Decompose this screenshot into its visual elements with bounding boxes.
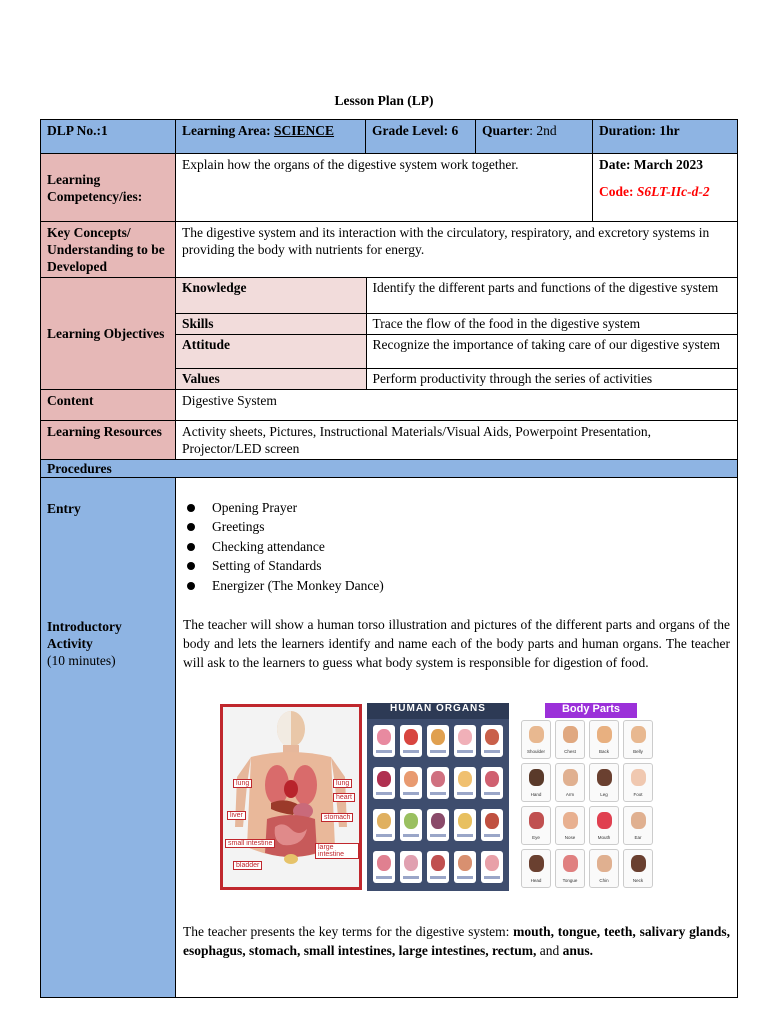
body-part-card [623, 849, 653, 888]
content-label: Content [41, 389, 176, 420]
body-part-label: Head [530, 878, 542, 883]
list-item: Greetings [185, 517, 685, 537]
organ-card [427, 809, 449, 841]
resources-label: Learning Resources [41, 420, 176, 459]
body-part-label: Tongue [562, 878, 578, 883]
organ-card [481, 725, 503, 757]
organ-card [400, 809, 422, 841]
body-part-icon [529, 855, 544, 872]
organ-label-bar [430, 876, 446, 879]
objectives-table [176, 278, 737, 389]
organ-card [427, 725, 449, 757]
torso-label: bladder [233, 861, 262, 870]
organ-icon [485, 729, 499, 745]
torso-illustration [220, 704, 362, 890]
organ-label-bar [376, 792, 392, 795]
bullet-icon [187, 523, 195, 531]
organ-card [481, 767, 503, 799]
objective-text: Recognize the importance of taking care of our digestive system [366, 334, 737, 368]
body-part-card [589, 720, 619, 759]
body-part-label: Leg [600, 792, 608, 797]
organ-card [427, 851, 449, 883]
list-item: Checking attendance [185, 537, 685, 557]
list-item: Energizer (The Monkey Dance) [185, 576, 685, 596]
procedures-header: Procedures [41, 459, 738, 477]
body-part-card [521, 806, 551, 845]
quarter: Quarter: 2nd [476, 120, 593, 154]
body-part-icon [631, 812, 646, 829]
competency-text: Explain how the organs of the digestive system work together. [176, 154, 593, 222]
organ-icon [431, 855, 445, 871]
organ-icon [377, 729, 391, 745]
organ-label-bar [430, 792, 446, 795]
organ-label-bar [403, 876, 419, 879]
organ-label-bar [484, 750, 500, 753]
organ-label-bar [484, 792, 500, 795]
objective-text: Identify the different parts and functions of the digestive system [366, 278, 737, 313]
date-code-cell [593, 154, 738, 222]
torso-label: lung [333, 779, 352, 788]
organ-label-bar [457, 834, 473, 837]
torso-label: large intestine [315, 843, 359, 859]
intro-paragraph: The teacher will show a human torso illustration and pictures of the different parts and organs of the body and lets the learners identify and name each of the body parts and human organs. The teacher will ask to the learners to guess what body system is responsible for digestion of food. [183, 616, 730, 671]
intro-label: Introductory Activity [47, 618, 122, 651]
organ-card [454, 809, 476, 841]
objective-text: Trace the flow of the food in the digestive system [366, 313, 737, 334]
organ-card [454, 725, 476, 757]
body-part-label: Nose [564, 835, 576, 840]
objective-domain: Skills [176, 313, 366, 334]
body-part-icon [597, 769, 612, 786]
organ-card [481, 851, 503, 883]
organ-label-bar [403, 750, 419, 753]
organ-icon [431, 771, 445, 787]
body-part-card [521, 763, 551, 802]
organ-label-bar [430, 834, 446, 837]
organ-icon [458, 813, 472, 829]
list-item: Opening Prayer [185, 498, 685, 518]
organ-label-bar [376, 750, 392, 753]
competency-label: Learning Competency/ies: [41, 154, 176, 222]
duration: Duration: 1hr [593, 120, 738, 154]
organ-icon [377, 813, 391, 829]
torso-label: small intestine [225, 839, 275, 848]
body-part-icon [597, 726, 612, 743]
body-part-icon [529, 769, 544, 786]
intro-time: (10 minutes) [47, 652, 116, 668]
list-item: Setting of Standards [185, 556, 685, 576]
body-part-label: Foot [633, 792, 643, 797]
bullet-icon [187, 543, 195, 551]
organ-label-bar [484, 876, 500, 879]
organ-label-bar [430, 750, 446, 753]
resources-text: Activity sheets, Pictures, Instructional Materials/Visual Aids, Powerpoint Presentation, Projector/LED screen [176, 420, 738, 459]
key-concepts-label: Key Concepts/ Understanding to be Developed [41, 222, 176, 278]
body-part-label: Belly [633, 749, 643, 754]
procedures-labels [41, 477, 176, 997]
organ-label-bar [484, 834, 500, 837]
organ-icon [404, 729, 418, 745]
organ-label-bar [376, 834, 392, 837]
organ-icon [377, 771, 391, 787]
body-part-card [555, 849, 585, 888]
entry-list [185, 498, 685, 596]
organ-card [400, 851, 422, 883]
grade-level: Grade Level: 6 [366, 120, 476, 154]
bullet-icon [187, 504, 195, 512]
body-part-label: Back [598, 749, 609, 754]
body-part-card [623, 763, 653, 802]
organ-card [373, 809, 395, 841]
learning-area-value: SCIENCE [274, 123, 335, 138]
body-part-label: Chin [599, 878, 609, 883]
objective-domain: Attitude [176, 334, 366, 368]
organ-label-bar [403, 792, 419, 795]
lesson-code: Code: S6LT-IIc-d-2 [599, 184, 710, 199]
objectives-label: Learning Objectives [41, 278, 176, 390]
organ-label-bar [376, 876, 392, 879]
body-part-label: Shoulder [526, 749, 545, 754]
organ-icon [404, 771, 418, 787]
organ-icon [458, 729, 472, 745]
objective-text: Perform productivity through the series of activities [366, 368, 737, 389]
bullet-icon [187, 562, 195, 570]
body-part-label: Eye [532, 835, 540, 840]
objective-domain: Knowledge [176, 278, 366, 313]
body-part-icon [563, 812, 578, 829]
learning-area: Learning Area: SCIENCE [176, 120, 366, 154]
body-part-card [521, 849, 551, 888]
organ-card [400, 767, 422, 799]
organ-icon [485, 771, 499, 787]
body-part-icon [631, 726, 646, 743]
intro-label-block [47, 618, 157, 669]
body-part-card [555, 806, 585, 845]
objectives-cell [176, 278, 738, 390]
body-parts-grid [518, 720, 658, 891]
page-title: Lesson Plan (LP) [334, 93, 434, 108]
organ-card [373, 767, 395, 799]
organ-card [481, 809, 503, 841]
human-organs-chart [367, 703, 509, 891]
body-part-card [521, 720, 551, 759]
organ-icon [377, 855, 391, 871]
body-part-label: Hand [530, 792, 542, 797]
content-text: Digestive System [176, 389, 738, 420]
organ-grid [367, 719, 509, 891]
organ-icon [458, 855, 472, 871]
organ-icon [485, 855, 499, 871]
organ-card [454, 767, 476, 799]
body-part-card [623, 720, 653, 759]
torso-label: heart [333, 793, 355, 802]
lesson-date: Date: March 2023 [599, 157, 703, 172]
body-part-icon [529, 726, 544, 743]
body-parts-title: Body Parts [545, 703, 637, 718]
organ-label-bar [403, 834, 419, 837]
body-part-icon [597, 812, 612, 829]
body-part-label: Chest [564, 749, 576, 754]
body-part-label: Mouth [597, 835, 611, 840]
organs-chart-title: HUMAN ORGANS [390, 703, 486, 714]
objective-domain: Values [176, 368, 366, 389]
body-part-icon [563, 855, 578, 872]
torso-label: liver [227, 811, 246, 820]
organ-card [373, 851, 395, 883]
body-part-label: Neck [632, 878, 644, 883]
body-parts-chart [518, 703, 658, 891]
organ-icon [458, 771, 472, 787]
bullet-icon [187, 582, 195, 590]
organ-label-bar [457, 876, 473, 879]
organ-icon [431, 729, 445, 745]
torso-label: stomach [321, 813, 353, 822]
key-concepts-text: The digestive system and its interaction with the circulatory, respiratory, and excretory systems in providing the body with nutrients for energy. [176, 222, 738, 278]
body-part-card [555, 763, 585, 802]
body-part-icon [597, 855, 612, 872]
body-part-card [623, 806, 653, 845]
body-part-card [589, 763, 619, 802]
dlp-number: DLP No.:1 [41, 120, 176, 154]
organ-label-bar [457, 750, 473, 753]
organ-card [427, 767, 449, 799]
body-part-icon [563, 726, 578, 743]
organ-label-bar [457, 792, 473, 795]
organ-icon [404, 855, 418, 871]
body-part-card [589, 849, 619, 888]
body-part-icon [529, 812, 544, 829]
entry-label: Entry [47, 500, 81, 516]
body-part-icon [563, 769, 578, 786]
body-part-card [589, 806, 619, 845]
organ-card [454, 851, 476, 883]
organ-card [373, 725, 395, 757]
organ-card [400, 725, 422, 757]
torso-label: lung [233, 779, 252, 788]
organ-icon [485, 813, 499, 829]
body-part-label: Ear [634, 835, 642, 840]
key-terms-paragraph: The teacher presents the key terms for the digestive system: mouth, tongue, teeth, salivary glands, esophagus, stomach, small intestines, large intestines, rectum, and anus. [183, 923, 730, 958]
organ-icon [431, 813, 445, 829]
organ-icon [404, 813, 418, 829]
body-part-icon [631, 769, 646, 786]
body-part-icon [631, 855, 646, 872]
body-part-label: Arm [565, 792, 575, 797]
body-part-card [555, 720, 585, 759]
